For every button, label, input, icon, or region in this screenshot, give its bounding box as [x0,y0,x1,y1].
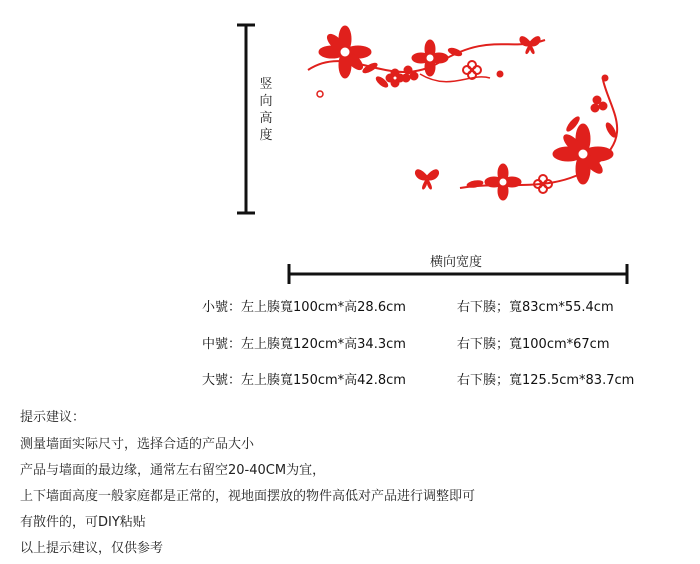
size-row-large: 大號：左上腠寬150cm*高42.8cm [202,373,406,388]
tip-line: 产品与墙面的最边缘，通常左右留空20-40CM为宜， [20,463,326,478]
size-left-spec: 左上腠寬100cm*高28.6cm [241,300,406,315]
size-name: 小號 [202,300,229,315]
vertical-label-char: 度 [259,128,273,143]
horizontal-dimension-bar [286,262,630,286]
size-row-large-right [457,369,634,388]
size-right-spec: 右下腠；寬125.5cm*83.7cm [457,373,635,388]
size-row-medium: 中號：左上腠寬120cm*高34.3cm [202,337,406,352]
size-left-spec: 左上腠寬120cm*高34.3cm [241,337,406,352]
flower-decal-bottom [405,70,630,210]
tip-line: 以上提示建议，仅供参考 [20,541,164,556]
vertical-height-label [258,76,274,144]
tip-line: 上下墙面高度一般家庭都是正常的，视地面摆放的物件高低对产品进行调整即可 [20,489,476,504]
size-row-small-right [457,296,614,315]
tips-heading: 提示建议： [20,410,86,425]
size-right-spec: 右下腠；寬100cm*67cm [457,337,610,352]
size-left-spec: 左上腠寬150cm*高42.8cm [241,373,406,388]
vertical-label-char: 向 [259,94,273,109]
horizontal-width-label: 横向宽度 [430,255,483,270]
vertical-label-char: 高 [259,111,273,126]
size-name: 中號 [202,337,229,352]
size-row-small: 小號：左上腠寬100cm*高28.6cm [202,300,406,315]
size-right-spec: 右下腠；寬83cm*55.4cm [457,300,614,315]
size-name: 大號 [202,373,229,388]
size-row-medium-right [457,333,609,352]
tip-line: 有散件的，可DIY粘贴 [20,515,146,530]
tip-line: 测量墙面实际尺寸，选择合适的产品大小 [20,437,255,452]
vertical-dimension-bar [234,22,258,216]
vertical-label-char: 竖 [259,77,273,92]
